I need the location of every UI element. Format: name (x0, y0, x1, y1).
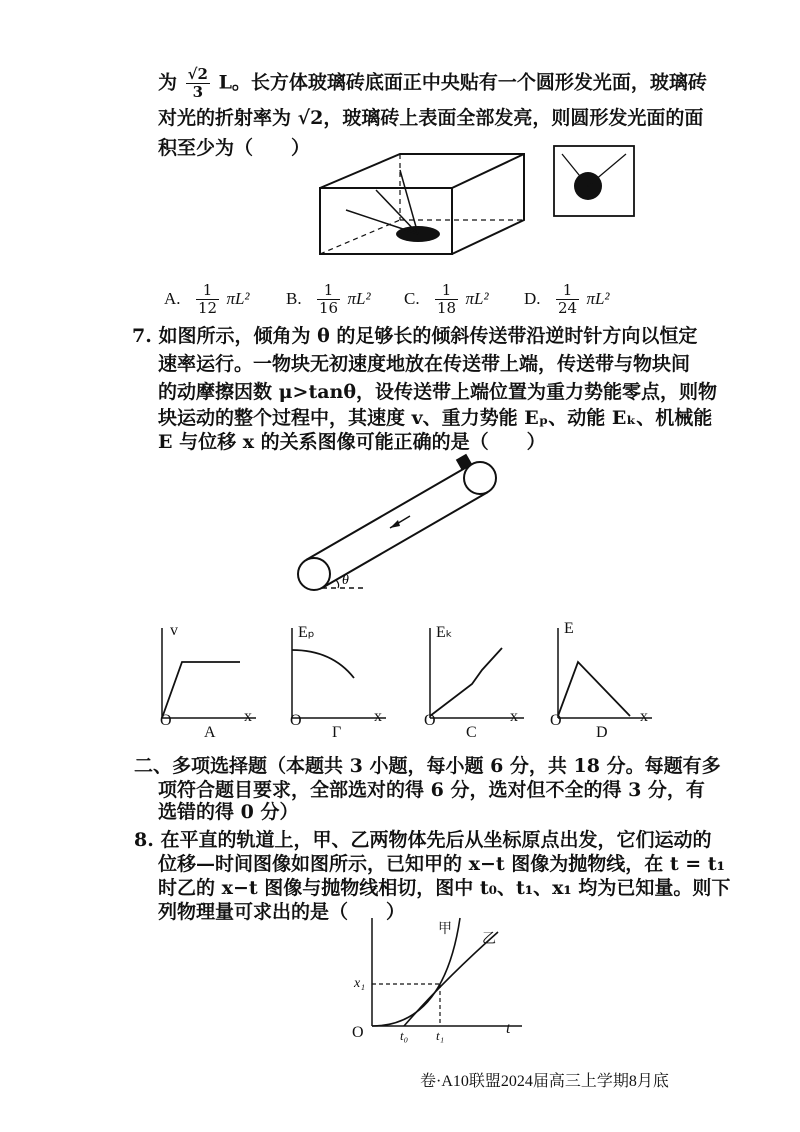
q8-line-3: 时乙的 x−t 图像与抛物线相切，图中 t₀、t₁、x₁ 均为已知量。则下 (158, 877, 731, 899)
q6-fraction: $\frac{√2}{3}$ (187, 65, 208, 101)
graph-a-origin: O (160, 712, 172, 729)
q8-line-2: 位移—时间图像如图所示，已知甲的 x−t 图像为抛物线，在 t = t₁ (158, 853, 725, 875)
q6-line-2: 对光的折射率为 √2，玻璃砖上表面全部发亮，则圆形发光面的面 (158, 107, 704, 129)
xt-label-x1: x₁ (354, 976, 366, 991)
graph-d-caption: D (596, 724, 608, 741)
q7-line-1: 7. 如图所示，倾角为 θ 的足够长的倾斜传送带沿逆时针方向以恒定 (132, 325, 698, 347)
xt-label-yi: 乙 (482, 932, 496, 947)
graph-c-caption: C (466, 724, 477, 741)
xt-label-t1: t₁ (436, 1028, 445, 1043)
graph-b-xlabel: x (374, 708, 382, 725)
q7-line-5: E 与位移 x 的关系图像可能正确的是（ ） (158, 431, 546, 453)
q6-line-1: 为 $\frac{√2}{3}$ L。长方体玻璃砖底面正中央贴有一个圆形发光面，玻璃砖 (158, 65, 707, 101)
q6-line-3: 积至少为（ ） (158, 137, 311, 159)
graph-d-origin: O (550, 712, 562, 729)
q7-line-2: 速率运行。一物块无初速度地放在传送带上端，传送带与物块间 (158, 353, 691, 375)
q6-option-d: D. $\frac{1}{24}$ πL² (524, 281, 610, 317)
belt-angle-label: θ (342, 573, 349, 588)
xt-label-jia: 甲 (438, 922, 452, 937)
graph-c-origin: O (424, 712, 436, 729)
conveyor-belt-figure (292, 456, 512, 596)
q8-line-1: 8. 在平直的轨道上，甲、乙两物体先后从坐标原点出发，它们运动的 (134, 829, 712, 851)
graph-a-ylabel: v (170, 622, 178, 639)
q6-option-a: A. $\frac{1}{12}$ πL² (164, 281, 250, 317)
q7-line-3: 的动摩擦因数 μ>tanθ，设传送带上端位置为重力势能零点，则物 (158, 381, 718, 403)
q7-line-4: 块运动的整个过程中，其速度 v、重力势能 Eₚ、动能 Eₖ、机械能 (158, 407, 713, 429)
q8-line-4: 列物理量可求出的是（ ） (158, 901, 406, 923)
section2-line-2: 项符合题目要求，全部选对的得 6 分，选对但不全的得 3 分，有 (158, 779, 705, 801)
graph-b-ylabel: Eₚ (298, 624, 315, 641)
graph-b-origin: O (290, 712, 302, 729)
graph-d-xlabel: x (640, 708, 648, 725)
q6-option-b: B. $\frac{1}{16}$ πL² (286, 281, 371, 317)
section2-line-3: 选错的得 0 分） (158, 801, 299, 823)
glass-brick-figure (316, 150, 526, 260)
graph-a (152, 622, 262, 722)
graph-c-xlabel: x (510, 708, 518, 725)
sketch-figure (548, 140, 640, 222)
graph-b-caption: Γ (332, 724, 342, 741)
q6-option-c: C. $\frac{1}{18}$ πL² (404, 281, 489, 317)
graph-a-caption: A (204, 724, 216, 741)
section2-line-1: 二、多项选择题（本题共 3 小题，每小题 6 分，共 18 分。每题有多 (134, 755, 721, 777)
graph-c-ylabel: Eₖ (436, 624, 453, 641)
xt-label-t0: t₀ (400, 1028, 409, 1043)
xt-label-t: t (506, 1020, 511, 1037)
page-footer: 卷·A10联盟2024届高三上学期8月底 (420, 1073, 669, 1090)
xt-origin: O (352, 1024, 364, 1041)
graph-d-ylabel: E (564, 620, 574, 637)
graph-a-xlabel: x (244, 708, 252, 725)
